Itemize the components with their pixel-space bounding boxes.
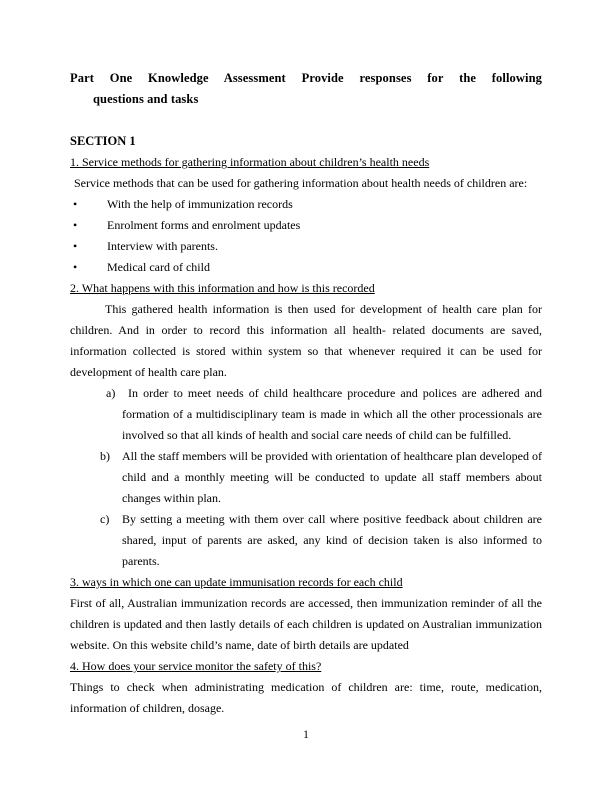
list-item <box>70 509 542 572</box>
list-item <box>70 194 542 215</box>
bullet-icon: • <box>73 218 78 232</box>
question-3-heading: 3. ways in which one can update immunisation records for each child <box>70 575 403 589</box>
list-item-label: Enrolment forms and enrolment updates <box>107 218 301 232</box>
document-title <box>70 68 542 110</box>
title-spacer <box>70 110 542 131</box>
question-4-heading: 4. How does your service monitor the safety of this? <box>70 659 322 673</box>
question-3-paragraph: First of all, Australian immunization records are accessed, then immunization reminder of all the children is updated and then lastly details of each children is updated on Australian immunization website. On this website child’s name, date of birth details are updated <box>70 596 542 652</box>
document-body <box>70 68 542 719</box>
list-marker-c: c) <box>100 512 110 526</box>
list-item-label: With the help of immunization records <box>107 197 293 211</box>
list-item <box>70 257 542 278</box>
list-item-label: By setting a meeting with them over call where positive feedback about children are shared, input of parents are asked, any kind of decision taken is also informed to parents. <box>122 512 542 568</box>
bullet-icon: • <box>73 239 78 253</box>
list-marker-a: a) <box>106 386 116 400</box>
section-heading: SECTION 1 <box>70 134 136 148</box>
list-item-label: All the staff members will be provided with orientation of healthcare plan developed of child and a monthly meeting will be conducted to update all staff members about changes within plan. <box>122 449 542 505</box>
document-title-line-2: questions and tasks <box>93 92 199 106</box>
question-2-heading: 2. What happens with this information and how is this recorded <box>70 281 375 295</box>
question-1-intro: Service methods that can be used for gathering information about health needs of children are: <box>74 176 528 190</box>
list-item-label: In order to meet needs of child healthcare procedure and polices are adhered and formation of a multidisciplinary team is made in which all the other processionals are involved so that all kinds of health and social care needs of child can be fulfilled. <box>122 386 542 442</box>
question-2-lettered-list <box>70 383 542 572</box>
document-title-line-1: Part One Knowledge Assessment Provide responses for the following <box>70 71 542 85</box>
list-marker-b: b) <box>100 449 110 463</box>
list-item <box>70 236 542 257</box>
question-1-bullet-list <box>70 194 542 278</box>
list-item-label: Medical card of child <box>107 260 210 274</box>
question-2-paragraph: This gathered health information is then used for development of health care plan for children. And in order to record this information all health- related documents are saved, information collected is stored within system so that whenever required it can be used for development of health care plan. <box>70 302 542 379</box>
question-4-paragraph: Things to check when administrating medication of children are: time, route, medication, information of children, dosage. <box>70 680 542 715</box>
bullet-icon: • <box>73 197 78 211</box>
question-1-heading: 1. Service methods for gathering information about children’s health needs <box>70 155 430 169</box>
list-item <box>70 446 542 509</box>
list-item-label: Interview with parents. <box>107 239 218 253</box>
list-item <box>70 215 542 236</box>
page-number: 1 <box>303 729 309 741</box>
list-item <box>70 383 542 446</box>
bullet-icon: • <box>73 260 78 274</box>
